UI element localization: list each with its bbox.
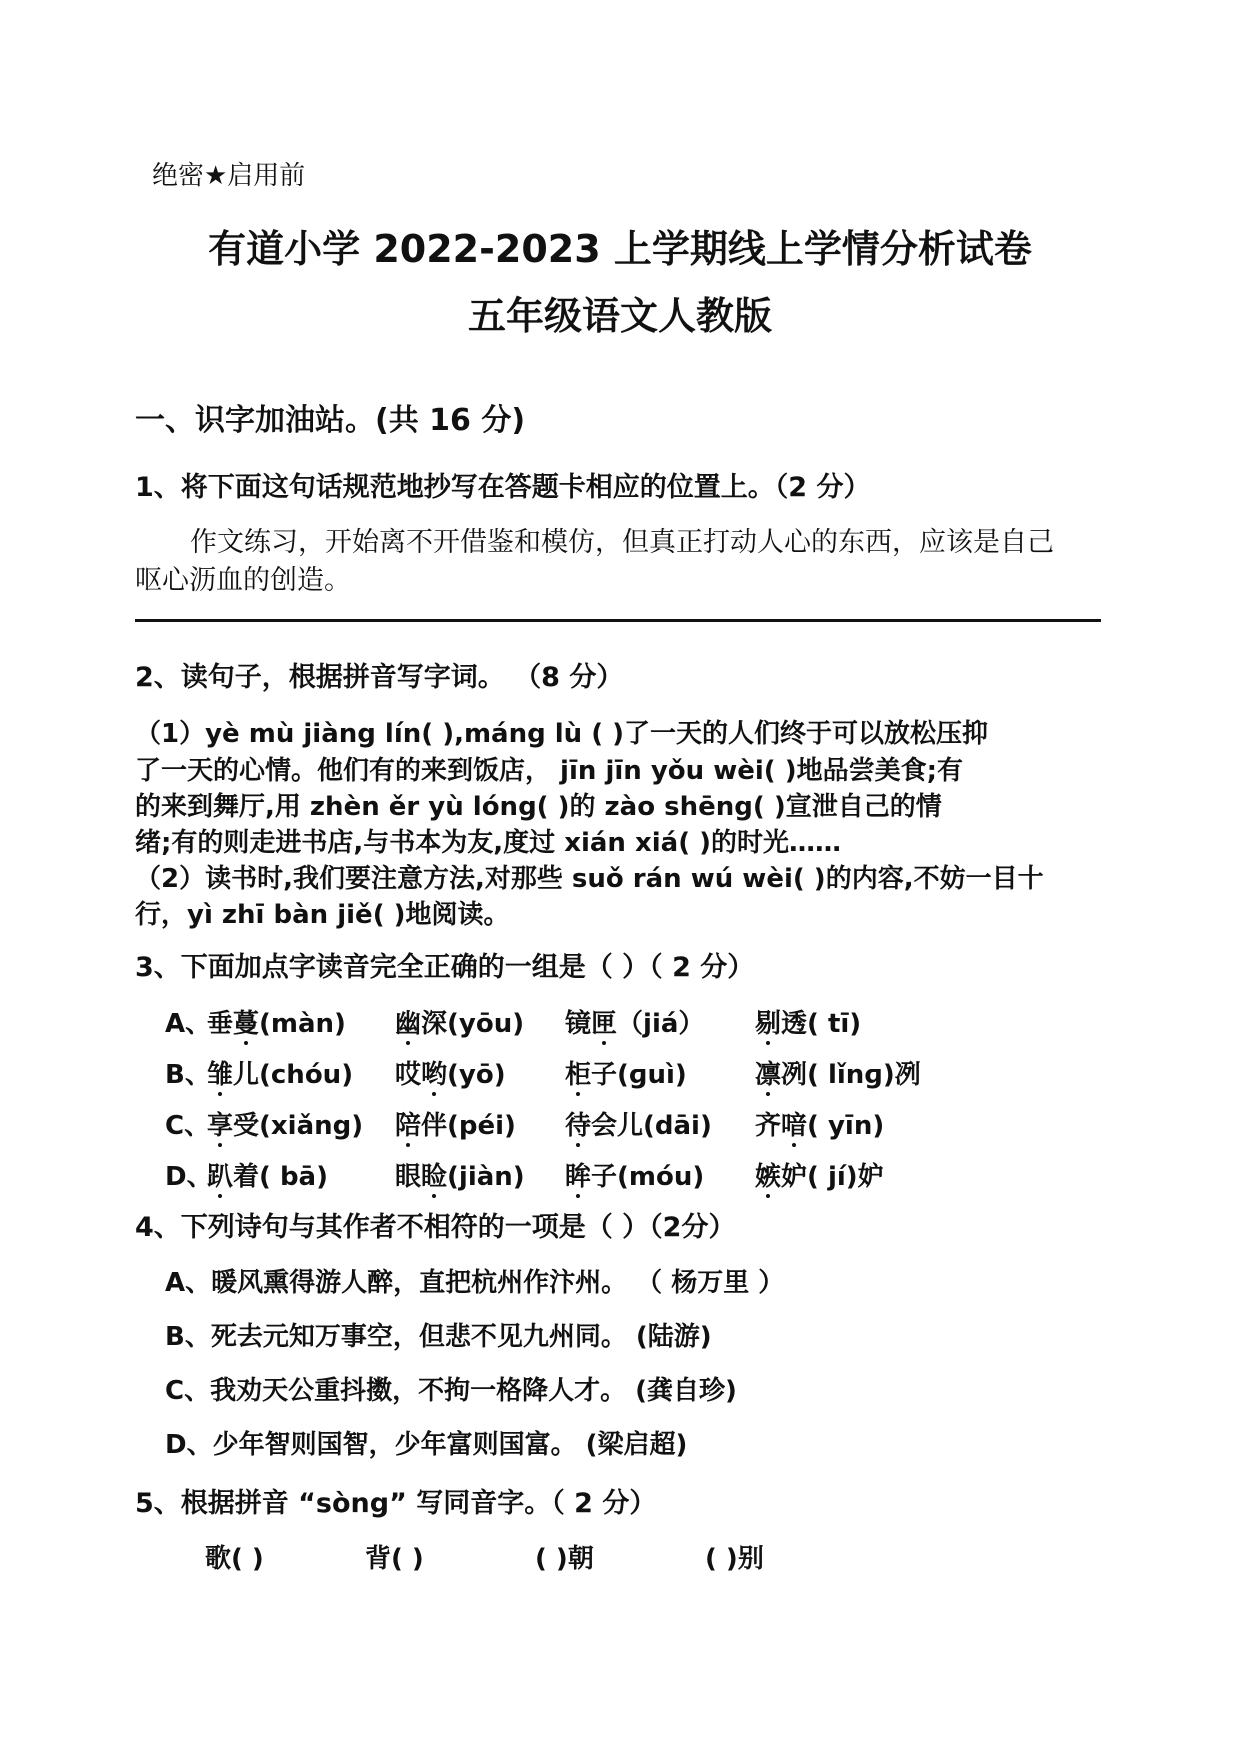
question-1-text: 作文练习，开始离不开借鉴和模仿，但真正打动人心的东西，应该是自己 (190, 527, 1054, 558)
question-4-option: B、死去元知万事空，但悲不见九州同。 (陆游) (165, 1322, 712, 1352)
question-3-option-word (207, 1054, 353, 1091)
dotted-character: 哟 (421, 1060, 448, 1090)
question-3-option-label: D、 (165, 1162, 213, 1192)
question-3-option-word (755, 1156, 884, 1193)
question-3-option-word (755, 1003, 861, 1040)
option-text: 透( tī) (781, 1009, 862, 1039)
dotted-character: 趴 (207, 1162, 234, 1192)
question-3-option-word (565, 1003, 704, 1040)
question-4-option: C、我劝天公重抖擞，不拘一格降人才。 (龚自珍) (165, 1376, 737, 1406)
question-4-option: D、少年智则国智，少年富则国富。 (梁启超) (165, 1430, 688, 1460)
option-text: 深(yōu) (421, 1009, 525, 1039)
question-5-blank: 歌( ) (205, 1544, 264, 1574)
dotted-character: 雏 (207, 1060, 234, 1090)
dotted-character: 幽 (395, 1009, 422, 1039)
option-text: (màn) (259, 1009, 346, 1039)
question-3-option-word (565, 1054, 687, 1091)
question-3-option-word (207, 1003, 346, 1040)
option-text: 着( bā) (233, 1162, 328, 1192)
question-5-blank: ( )朝 (535, 1544, 594, 1574)
option-text: 儿(chóu) (233, 1060, 354, 1090)
question-1-text: 呕心沥血的创造。 (135, 565, 351, 596)
question-3-stem: 3、下面加点字读音完全正确的一组是（ ）（ 2 分） (135, 952, 755, 983)
option-text: 眼 (395, 1162, 422, 1192)
dotted-character: 享 (207, 1111, 234, 1141)
question-2-line: 绪;有的则走进书店,与书本为友,度过 xián xiá( )的时光…… (135, 828, 842, 858)
dotted-character: 蔓 (233, 1009, 260, 1039)
question-5-blank: ( )别 (705, 1544, 764, 1574)
dotted-character: 匣 (591, 1009, 618, 1039)
question-2-line: （1）yè mù jiàng lín( ),máng lù ( )了一天的人们终于可以放松压抑 (135, 719, 989, 749)
answer-line (135, 619, 1101, 622)
question-3-option-word (565, 1105, 712, 1142)
option-text: 哎 (395, 1060, 422, 1090)
question-2-line: 行，yì zhī bàn jiě( )地阅读。 (135, 900, 510, 930)
option-text: 冽( lǐnɡ)冽 (781, 1060, 921, 1090)
question-2-line: 的来到舞厅,用 zhèn ěr yù lóng( )的 zào shēng( )宣泄自己的情 (135, 792, 942, 822)
option-text: 妒( jí)妒 (781, 1162, 884, 1192)
dotted-character: 嫉 (755, 1162, 782, 1192)
option-text: 会儿(dāi) (591, 1111, 712, 1141)
dotted-character: 待 (565, 1111, 592, 1141)
option-text: 镜 (565, 1009, 592, 1039)
confidential-mark: 绝密★启用前 (152, 161, 306, 191)
question-3-option-word (755, 1105, 884, 1142)
section-heading: 一、识字加油站。(共 16 分) (135, 403, 526, 438)
question-2-line: （2）读书时,我们要注意方法,对那些 suǒ rán wú wèi( )的内容,不妨一目十 (135, 864, 1044, 894)
option-text: 伴(péi) (421, 1111, 516, 1141)
option-text: 受(xiǎng) (233, 1111, 364, 1141)
question-3-option-label: A、 (165, 1009, 212, 1039)
question-5-blank: 背( ) (365, 1544, 424, 1574)
question-4-option: A、暖风熏得游人醉，直把杭州作汴州。 （ 杨万里 ） (165, 1268, 785, 1298)
question-3-option-word (395, 1054, 506, 1091)
question-3-option-word (395, 1156, 525, 1193)
option-text: ( yīn) (807, 1111, 885, 1141)
option-text: （jiá） (617, 1009, 705, 1039)
exam-title: 有道小学 2022-2023 上学期线上学情分析试卷 (208, 227, 1032, 271)
question-3-option-word (207, 1105, 363, 1142)
option-text: (yō) (447, 1060, 506, 1090)
option-text: (jiàn) (447, 1162, 525, 1192)
option-text: 子(móu) (591, 1162, 705, 1192)
option-text: 子(ɡuì) (591, 1060, 687, 1090)
question-2-stem: 2、读句子，根据拼音写字词。 （8 分） (135, 662, 624, 693)
question-2-line: 了一天的心情。他们有的来到饭店， jīn jīn yǒu wèi( )地品尝美食;有 (135, 756, 963, 786)
dotted-character: 凛 (755, 1060, 782, 1090)
dotted-character: 睑 (421, 1162, 448, 1192)
question-3-option-word (565, 1156, 704, 1193)
dotted-character: 剔 (755, 1009, 782, 1039)
exam-subtitle: 五年级语文人教版 (467, 294, 772, 338)
question-1-stem: 1、将下面这句话规范地抄写在答题卡相应的位置上。（2 分） (135, 472, 871, 503)
question-3-option-word (755, 1054, 921, 1091)
question-3-option-word (395, 1003, 524, 1040)
question-5-stem: 5、根据拼音 “sòng” 写同音字。（ 2 分） (135, 1488, 657, 1519)
option-text: 垂 (207, 1009, 234, 1039)
question-3-option-label: B、 (165, 1060, 211, 1090)
dotted-character: 柜 (565, 1060, 592, 1090)
dotted-character: 陪 (395, 1111, 422, 1141)
question-4-stem: 4、下列诗句与其作者不相符的一项是（ ）（2分） (135, 1212, 736, 1243)
dotted-character: 喑 (781, 1111, 808, 1141)
option-text: 齐 (755, 1111, 782, 1141)
question-3-option-word (395, 1105, 516, 1142)
question-3-option-label: C、 (165, 1111, 211, 1141)
question-3-option-word (207, 1156, 328, 1193)
dotted-character: 眸 (565, 1162, 592, 1192)
